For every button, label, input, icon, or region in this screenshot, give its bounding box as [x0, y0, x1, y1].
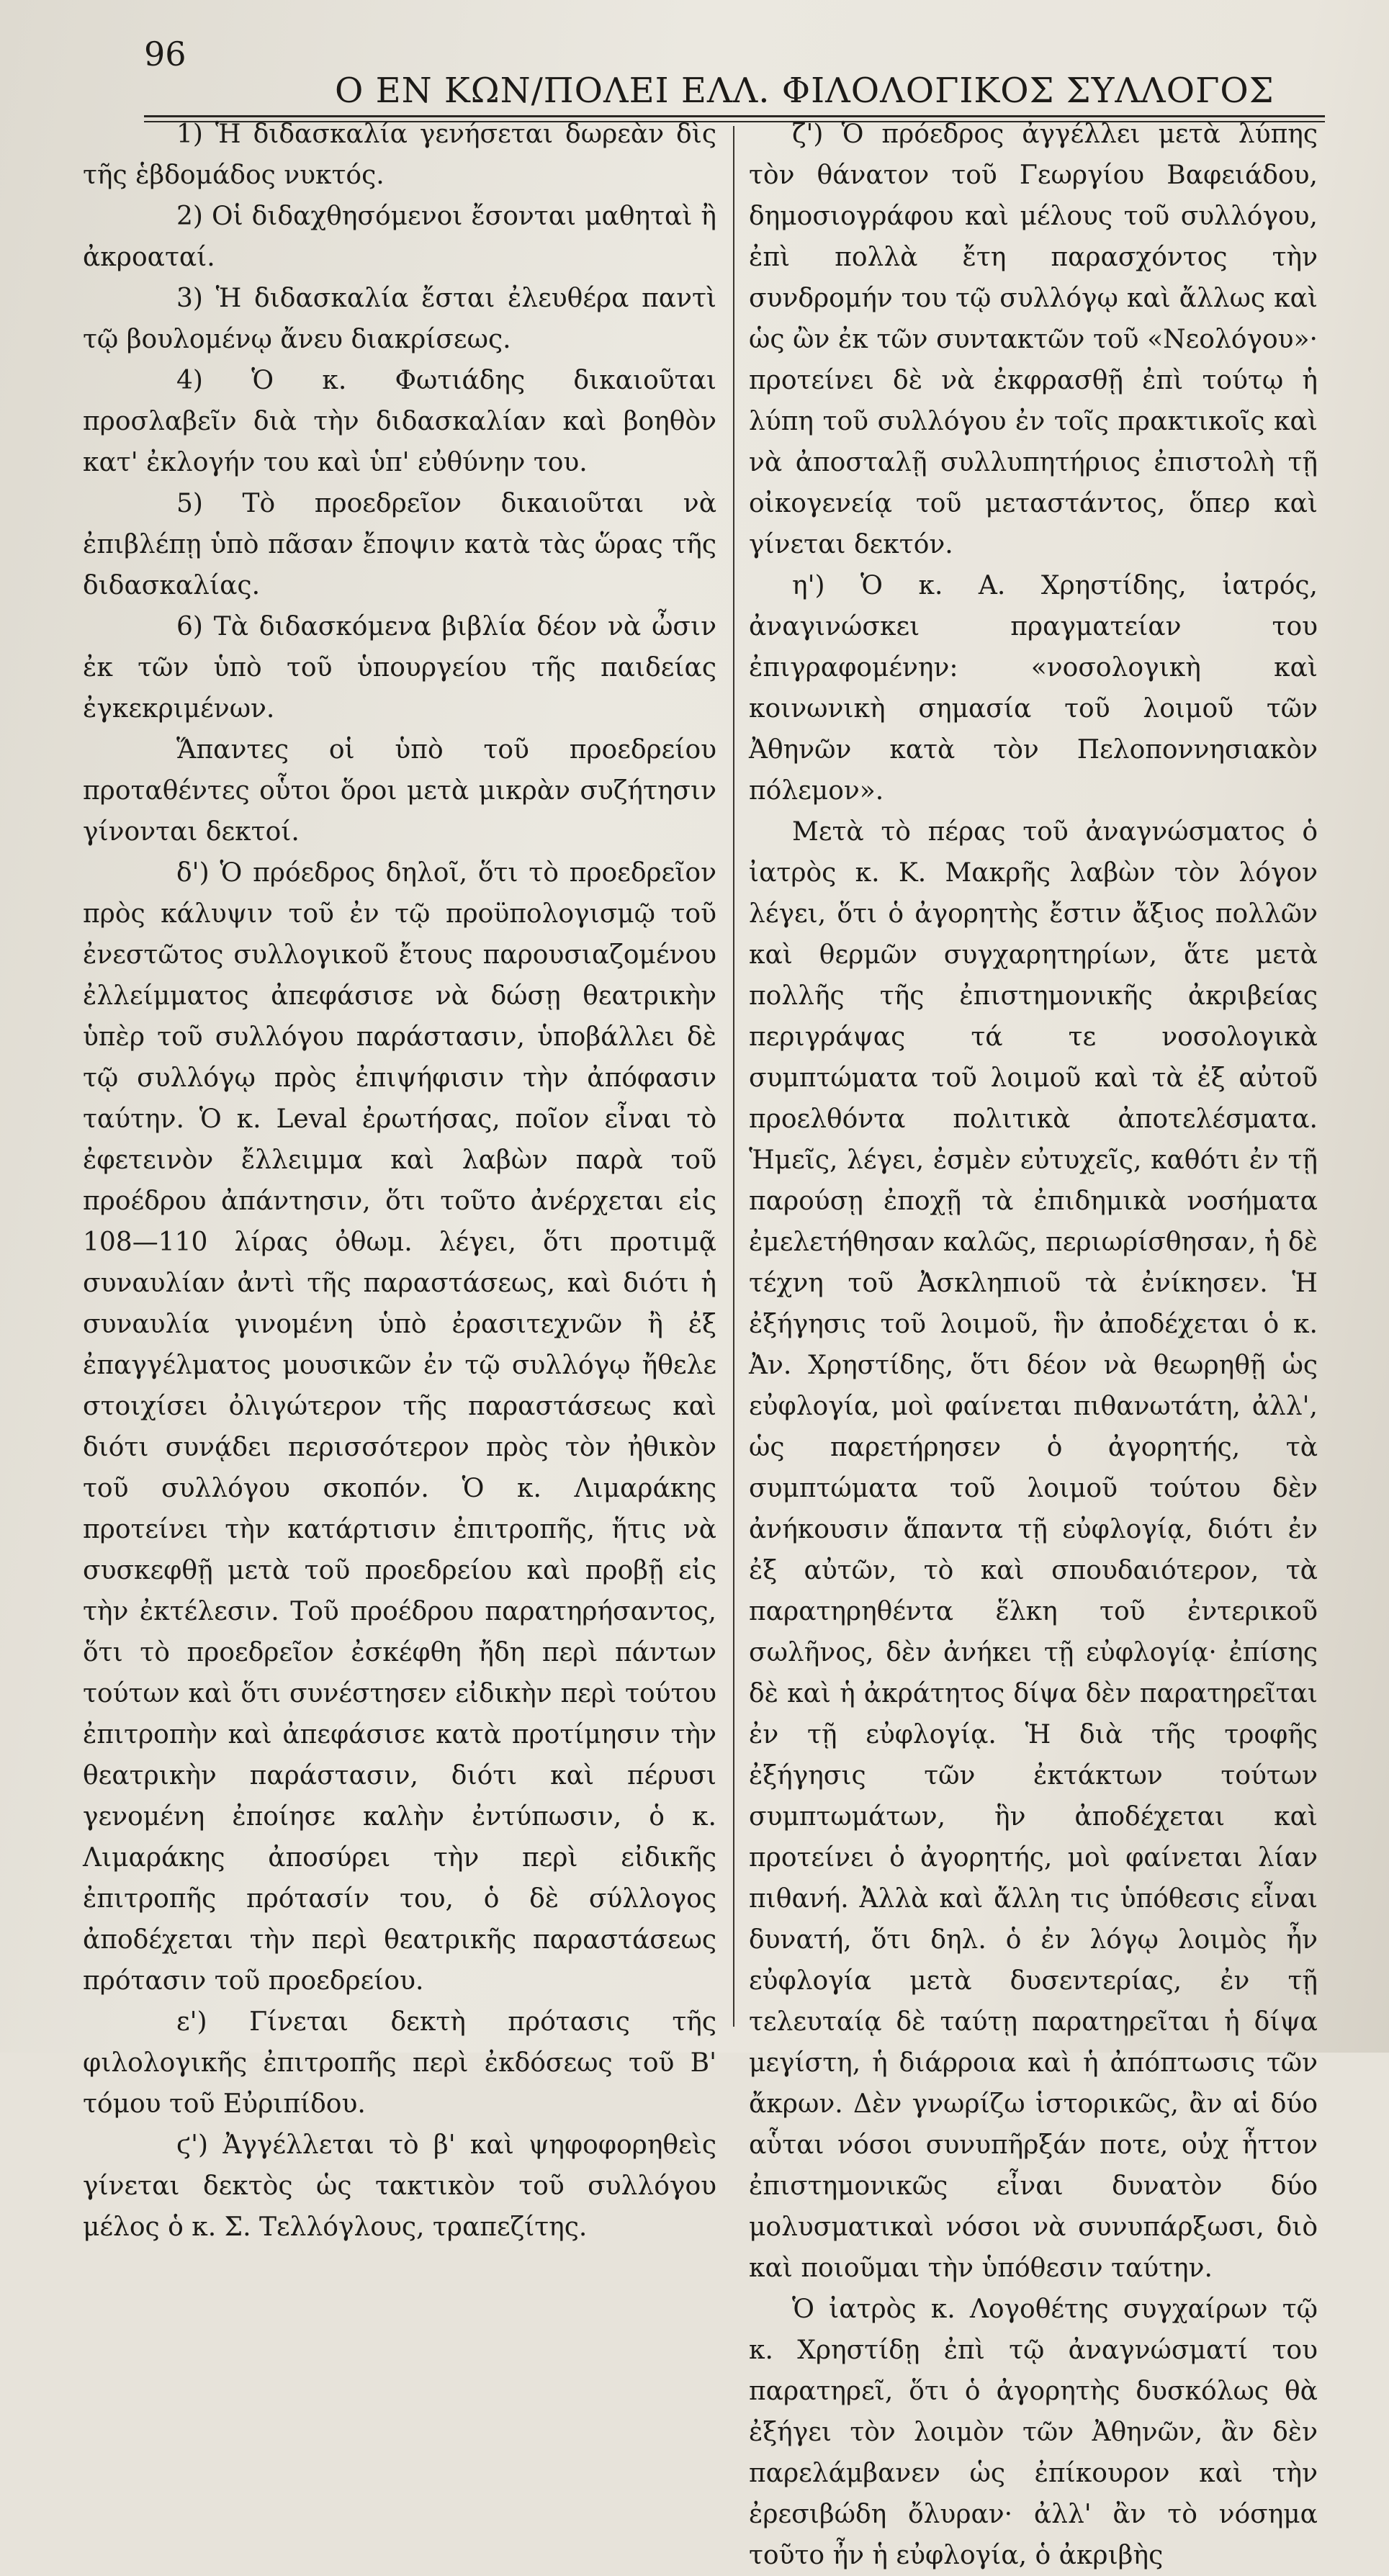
running-title: Ο ΕΝ ΚΩΝ/ΠΟΛΕΙ ΕΛΛ. ΦΙΛΟΛΟΓΙΚΟΣ ΣΥΛΛΟΓΟΣ — [335, 71, 1275, 111]
paragraph-makris-remarks: Μετὰ τὸ πέρας τοῦ ἀναγνώσματος ὁ ἰατρὸς κ. Κ. Μακρῆς λαβὼν τὸν λόγον λέγει, ὅτι ὁ ἀγορητὴς ἔστιν ἄξιος πολλῶν καὶ θερμῶν συγχαρητηρίων, ἅτε μετὰ πολλῆς τῆς ἐπιστημονικῆς ἀκριβείας περιγράψας τά τε νοσολογικὰ συμπτώματα τοῦ λοιμοῦ καὶ τὰ ἐξ αὐτοῦ προελθόντα πολιτικὰ ἀποτελέσματα. Ἡμεῖς, λέγει, ἐσμὲν εὐτυχεῖς, καθότι ἐν τῇ παρούσῃ ἐποχῇ τὰ ἐπιδημικὰ νοσήματα ἐμελετήθησαν καλῶς, περιωρίσθησαν, ἡ δὲ τέχνη τοῦ Ἀσκληπιοῦ τὰ ἐνίκησεν. Ἡ ἐξήγησις τοῦ λοιμοῦ, ἣν ἀποδέχεται ὁ κ. Ἀν. Χρηστίδης, ὅτι δέον νὰ θεωρηθῇ ὡς εὐφλογία, μοὶ φαίνεται πιθανωτάτη, ἀλλ', ὡς παρετήρησεν ὁ ἀγορητής, τὰ συμπτώματα τοῦ λοιμοῦ τούτου δὲν ἀνήκουσιν ἅπαντα τῇ εὐφλογίᾳ, διότι ἐν ἐξ αὐτῶν, τὸ καὶ σπουδαιότερον, τὰ παρατηρηθέντα ἕλκη τοῦ ἐντερικοῦ σωλῆνος, δὲν ἀνήκει τῇ εὐφλογίᾳ· ἐπίσης δὲ καὶ ἡ ἀκράτητος δίψα δὲν παρατηρεῖται ἐν τῇ εὐφλογίᾳ. Ἡ διὰ τῆς τροφῆς ἐξήγησις τῶν ἐκτάκτων τούτων συμπτωμάτων, ἣν ἀποδέχεται καὶ προτείνει ὁ ἀγορητής, μοὶ φαίνεται λίαν πιθανή. Ἀλλὰ καὶ ἄλλη τις ὑπόθεσις εἶναι δυνατή, ὅτι δηλ. ὁ ἐν λόγῳ λοιμὸς ἦν εὐφλογία μετὰ δυσεντερίας, ἐν τῇ τελευταίᾳ δὲ ταύτῃ παρατηρεῖται ἡ δίψα μεγίστη, ἡ διάρροια καὶ ἡ ἀπόπτωσις τῶν ἄκρων. Δὲν γνωρίζω ἱστορικῶς, ἂν αἱ δύο αὗται νόσοι συνυπῆρξάν ποτε, οὐχ ἧττον ἐπιστημονικῶς εἶναι δυνατὸν δύο μολυσματικαὶ νόσοι νὰ συνυπάρξωσι, διὸ καὶ ποιοῦμαι τὴν ὑπόθεσιν ταύτην. — [749, 817, 1318, 2283]
paragraph-item-eta: η') Ὁ κ. Α. Χρηστίδης, ἰατρός, ἀναγινώσκει πραγματείαν του ἐπιγραφομένην: «νοσολογικὴ καὶ κοινωνικὴ σημασία τοῦ λοιμοῦ τῶν Ἀθηνῶν κατὰ τὸν Πελοποννησιακὸν πόλεμον». — [749, 571, 1318, 806]
right-column — [749, 114, 1318, 2570]
paragraph-rule-2: 2) Οἱ διδαχθησόμενοι ἔσονται μαθηταὶ ἢ ἀκροαταί. — [83, 202, 716, 272]
paragraph-rules-accepted: Ἅπαντες οἱ ὑπὸ τοῦ προεδρείου προταθέντες οὗτοι ὅροι μετὰ μικρὰν συζήτησιν γίνονται δεκτοί. — [83, 735, 716, 847]
paragraph-logothetis-remarks: Ὁ ἰατρὸς κ. Λογοθέτης συγχαίρων τῷ κ. Χρηστίδῃ ἐπὶ τῷ ἀναγνώσματί του παρατηρεῖ, ὅτι ὁ ἀγορητὴς δυσκόλως θὰ ἐξήγει τὸν λοιμὸν τῶν Ἀθηνῶν, ἂν δὲν παρελάμβανεν ὡς ἐπίκουρον καὶ τὴν ἐρεσιβώδη ὄλυραν· ἀλλ' ἂν τὸ νόσημα τοῦτο ἦν ἡ εὐφλογία, ὁ ἀκριβὴς — [749, 2294, 1318, 2570]
paragraph-rule-1: 1) Ἡ διδασκαλία γενήσεται δωρεὰν δὶς τῆς ἑβδομάδος νυκτός. — [83, 120, 716, 190]
paragraph-item-zeta: ζ') Ὁ πρόεδρος ἀγγέλλει μετὰ λύπης τὸν θάνατον τοῦ Γεωργίου Βαφειάδου, δημοσιογράφου καὶ μέλους τοῦ συλλόγου, ἐπὶ πολλὰ ἔτη παρασχόντος τὴν συνδρομήν του τῷ συλλόγῳ καὶ ἄλλως καὶ ὡς ὢν ἐκ τῶν συντακτῶν τοῦ «Νεολόγου»· προτείνει δὲ νὰ ἐκφρασθῇ ἐπὶ τούτῳ ἡ λύπη τοῦ συλλόγου ἐν τοῖς πρακτικοῖς καὶ νὰ ἀποσταλῇ συλλυπητήριος ἐπιστολὴ τῇ οἰκογενείᾳ τοῦ μεταστάντος, ὅπερ καὶ γίνεται δεκτόν. — [749, 120, 1318, 559]
paragraph-item-delta: δ') Ὁ πρόεδρος δηλοῖ, ὅτι τὸ προεδρεῖον πρὸς κάλυψιν τοῦ ἐν τῷ προϋπολογισμῷ τοῦ ἐνεστῶτος συλλογικοῦ ἔτους παρουσιαζομένου ἐλλείμματος ἀπεφάσισε νὰ δώσῃ θεατρικὴν ὑπὲρ τοῦ συλλόγου παράστασιν, ὑποβάλλει δὲ τῷ συλλόγῳ πρὸς ἐπιψήφισιν τὴν ἀπόφασιν ταύτην. Ὁ κ. Leval ἐρωτήσας, ποῖον εἶναι τὸ ἐφετεινὸν ἔλλειμμα καὶ λαβὼν παρὰ τοῦ προέδρου ἀπάντησιν, ὅτι τοῦτο ἀνέρχεται εἰς 108—110 λίρας ὀθωμ. λέγει, ὅτι προτιμᾷ συναυλίαν ἀντὶ τῆς παραστάσεως, καὶ διότι ἡ συναυλία γινομένη ὑπὸ ἐρασιτεχνῶν ἢ ἐξ ἐπαγγέλματος μουσικῶν ἐν τῷ συλλόγῳ ἤθελε στοιχίσει ὀλιγώτερον τῆς παραστάσεως καὶ διότι συνᾴδει περισσότερον πρὸς τὸν ἠθικὸν τοῦ συλλόγου σκοπόν. Ὁ κ. Λιμαράκης προτείνει τὴν κατάρτισιν ἐπιτροπῆς, ἥτις νὰ συσκεφθῇ μετὰ τοῦ προεδρείου καὶ προβῇ εἰς τὴν ἐκτέλεσιν. Τοῦ προέδρου παρατηρήσαντος, ὅτι τὸ προεδρεῖον ἐσκέφθη ἤδη περὶ πάντων τούτων καὶ ὅτι συνέστησεν εἰδικὴν περὶ τούτου ἐπιτροπὴν καὶ ἀπεφάσισε κατὰ προτίμησιν τὴν θεατρικὴν παράστασιν, διότι καὶ πέρυσι γενομένη ἐποίησε καλὴν ἐντύπωσιν, ὁ κ. Λιμαράκης ἀποσύρει τὴν περὶ εἰδικῆς ἐπιτροπῆς πρότασίν του, ὁ δὲ σύλλογος ἀποδέχεται τὴν περὶ θεατρικῆς παραστάσεως πρότασιν τοῦ προεδρείου. — [83, 858, 716, 1996]
left-column — [83, 114, 716, 2242]
column-divider — [733, 126, 734, 2027]
paragraph-rule-4: 4) Ὁ κ. Φωτιάδης δικαιοῦται προσλαβεῖν διὰ τὴν διδασκαλίαν καὶ βοηθὸν κατ' ἐκλογήν του καὶ ὑπ' εὐθύνην του. — [83, 366, 716, 477]
paragraph-rule-6: 6) Τὰ διδασκόμενα βιβλία δέον νὰ ὦσιν ἐκ τῶν ὑπὸ τοῦ ὑπουργείου τῆς παιδείας ἐγκεκριμένων. — [83, 612, 716, 724]
paragraph-item-epsilon: ε') Γίνεται δεκτὴ πρότασις τῆς φιλολογικῆς ἐπιτροπῆς περὶ ἐκδόσεως τοῦ Β' τόμου τοῦ Εὐριπίδου. — [83, 2007, 716, 2119]
paragraph-rule-3: 3) Ἡ διδασκαλία ἔσται ἐλευθέρα παντὶ τῷ βουλομένῳ ἄνευ διακρίσεως. — [83, 284, 716, 354]
page-header — [144, 29, 1325, 111]
page-number: 96 — [144, 35, 186, 73]
paragraph-rule-5: 5) Τὸ προεδρεῖον δικαιοῦται νὰ ἐπιβλέπῃ ὑπὸ πᾶσαν ἔποψιν κατὰ τὰς ὥρας τῆς διδασκαλίας. — [83, 489, 716, 600]
paragraph-item-stigma: ϛ') Ἀγγέλλεται τὸ β' καὶ ψηφοφορηθεὶς γίνεται δεκτὸς ὡς τακτικὸν τοῦ συλλόγου μέλος ὁ κ. Σ. Τελλόγλους, τραπεζίτης. — [83, 2130, 716, 2242]
